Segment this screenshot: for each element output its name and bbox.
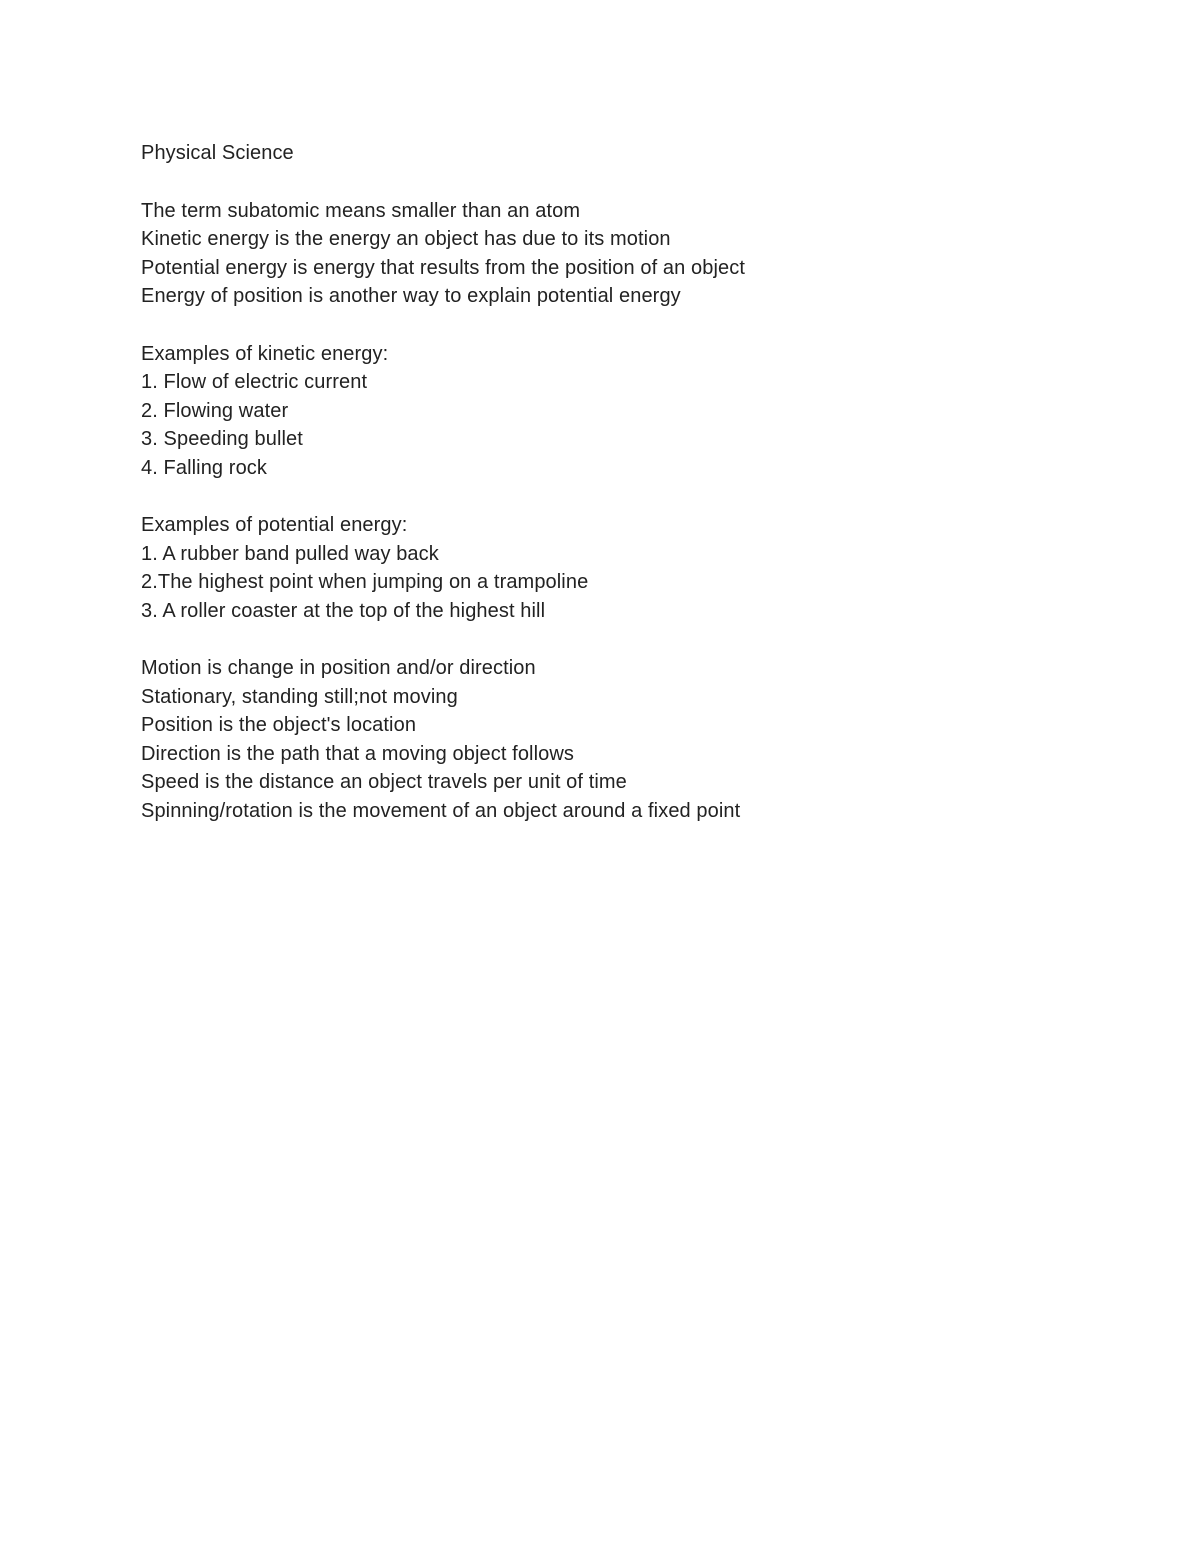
- document-title: Physical Science: [141, 142, 294, 164]
- spacer: [141, 482, 1141, 511]
- motion-section: [141, 654, 1141, 825]
- motion-line: Stationary, standing still;not moving: [141, 685, 458, 708]
- definition-line: Kinetic energy is the energy an object has due to its motion: [141, 228, 671, 250]
- potential-examples-section: [141, 511, 1141, 625]
- motion-line: Speed is the distance an object travels per unit of time: [141, 771, 627, 793]
- list-item: 1. A rubber band pulled way back: [141, 542, 439, 565]
- list-item: 3. Speeding bullet: [141, 428, 303, 450]
- spacer: [141, 311, 1141, 340]
- kinetic-examples-section: [141, 340, 1141, 483]
- document-body: [141, 139, 1141, 825]
- definition-line: Energy of position is another way to explain potential energy: [141, 285, 681, 307]
- list-item: 2.The highest point when jumping on a trampoline: [141, 571, 589, 593]
- motion-line: Spinning/rotation is the movement of an object around a fixed point: [141, 799, 741, 822]
- list-item: 1. Flow of electric current: [141, 371, 368, 393]
- definition-line: The term subatomic means smaller than an atom: [141, 199, 581, 222]
- list-item: 2. Flowing water: [141, 399, 289, 422]
- kinetic-heading: Examples of kinetic energy:: [141, 342, 389, 365]
- spacer: [141, 168, 1141, 197]
- motion-line: Motion is change in position and/or direction: [141, 657, 536, 679]
- definitions-section: [141, 197, 1141, 311]
- definition-line: Potential energy is energy that results from the position of an object: [141, 256, 746, 279]
- potential-heading: Examples of potential energy:: [141, 514, 408, 536]
- motion-line: Direction is the path that a moving object follows: [141, 742, 574, 765]
- motion-line: Position is the object's location: [141, 714, 417, 736]
- spacer: [141, 625, 1141, 654]
- list-item: 4. Falling rock: [141, 456, 267, 479]
- list-item: 3. A roller coaster at the top of the highest hill: [141, 599, 546, 622]
